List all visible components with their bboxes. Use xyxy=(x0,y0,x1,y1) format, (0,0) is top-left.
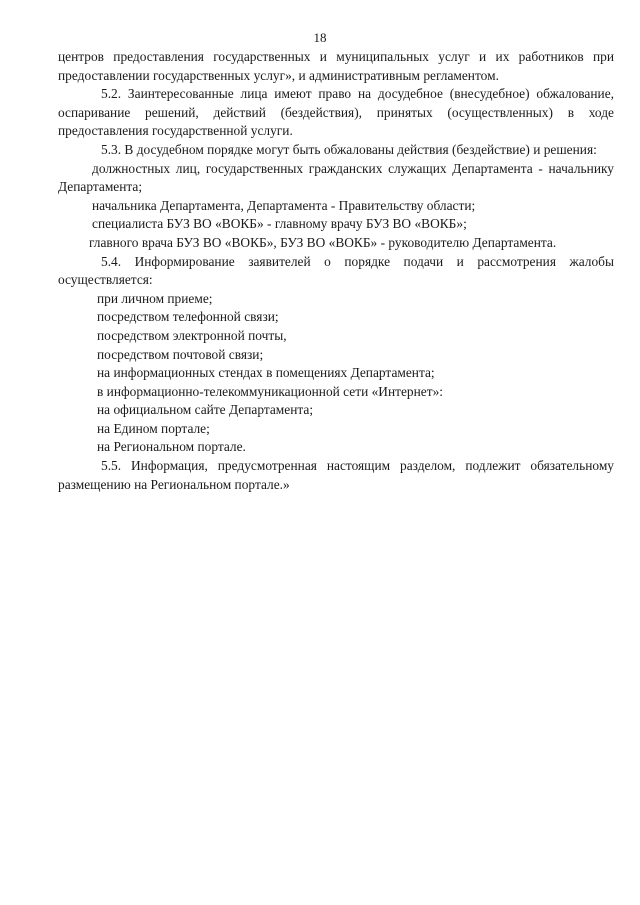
paragraph-5-2: 5.2. Заинтересованные лица имеют право на досудебное (внесудебное) обжалование, оспаривание решений, действий (бездействия), принятых (осуществленных) в ходе предоставления государственной услуги. xyxy=(58,86,614,139)
document-body xyxy=(58,48,614,494)
paragraph-5-5: 5.5. Информация, предусмотренная настоящим разделом, подлежит обязательному размещению на Региональном портале.» xyxy=(58,458,614,492)
paragraph-continuation: центров предоставления государственных и муниципальных услуг и их работников при предоставлении государственных услуг», и административным регламентом. xyxy=(58,49,614,83)
paragraph-5-3: 5.3. В досудебном порядке могут быть обжалованы действия (бездействие) и решения: xyxy=(101,141,597,157)
list-item: на Едином портале; xyxy=(97,420,210,436)
list-item: на официальном сайте Департамента; xyxy=(97,402,314,418)
appeal-item-head: начальника Департамента, Департамента - Правительству области; xyxy=(92,197,476,213)
list-item: посредством почтовой связи; xyxy=(97,346,264,362)
list-item: на Региональном портале. xyxy=(97,439,246,455)
appeal-item-chief-doctor: главного врача БУЗ ВО «ВОКБ», БУЗ ВО «ВОКБ» - руководителю Департамента. xyxy=(89,234,557,250)
list-item: посредством электронной почты, xyxy=(97,327,287,343)
paragraph-5-4: 5.4. Информирование заявителей о порядке подачи и рассмотрения жалобы осуществляется: xyxy=(58,253,614,288)
page-number: 18 xyxy=(313,30,327,45)
list-item: при личном приеме; xyxy=(97,290,213,306)
list-item: посредством телефонной связи; xyxy=(97,309,279,325)
list-item: в информационно-телекоммуникационной сети «Интернет»: xyxy=(97,383,443,399)
list-item: на информационных стендах в помещениях Департамента; xyxy=(97,365,435,381)
appeal-item-officials: должностных лиц, государственных гражданских служащих Департамента - начальнику Департамента; xyxy=(58,160,614,195)
appeal-item-specialist: специалиста БУЗ ВО «ВОКБ» - главному врачу БУЗ ВО «ВОКБ»; xyxy=(92,216,467,232)
